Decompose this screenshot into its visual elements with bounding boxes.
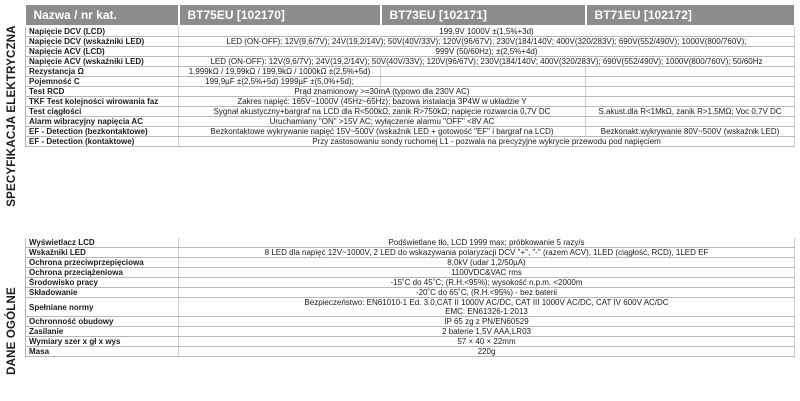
electrical-spec-table xyxy=(25,5,796,147)
general-label: Ochrona przeciążeniowa xyxy=(26,268,179,278)
general-label: Ochrona przeciwprzepięciowa xyxy=(26,258,179,268)
general-label: Wskaźniki LED xyxy=(26,248,179,258)
general-row xyxy=(26,327,795,337)
spec-row xyxy=(26,137,795,147)
header-model-bt71: BT71EU [102172] xyxy=(586,5,795,26)
spec-label: Napięcie ACV (wskaźniki LED) xyxy=(26,57,179,67)
spec-label: Alarm wibracyjny napięcia AC xyxy=(26,117,179,127)
general-row xyxy=(26,337,795,347)
header-model-bt75: BT75EU [102170] xyxy=(179,5,381,26)
spec-value-all: Przy zastosowaniu sondy ruchomej L1 - pozwala na precyzyjne wykrycie przewodu pod napięciem xyxy=(179,137,795,147)
general-label: Masa xyxy=(26,347,179,357)
general-value: Podświetlane tło, LCD 1999 max; próbkowanie 5 razy/s xyxy=(179,238,795,248)
spec-label: Test RCD xyxy=(26,87,179,97)
spec-value-bt75: 1,999kΩ / 19,99kΩ / 199,9kΩ / 1000kΩ ±(2,5%+5d) xyxy=(179,67,381,77)
general-value: IP 65 zg z PN/EN60529 xyxy=(179,317,795,327)
general-data-table xyxy=(25,238,795,357)
general-row xyxy=(26,258,795,268)
header-name-column: Nazwa / nr kat. xyxy=(26,5,179,26)
general-value: 1100VDC&VAC rms xyxy=(179,268,795,278)
spec-label: EF - Detection (bezkontaktowe) xyxy=(26,127,179,137)
spec-value-all: 999V (50/60Hz); ±(2,5%+4d) xyxy=(179,47,795,57)
spec-label: TKF Test kolejności wirowania faz xyxy=(26,97,179,107)
spec-row xyxy=(26,26,795,37)
spec-value-bt71: Bezkonakt.wykrywanie 80V~500V (wskaźnik LED) xyxy=(586,127,795,137)
spec-value-bt75-bt73: Zakres napięć: 165V~1000V (45Hz~65Hz); bazowa instalacja 3P4W w układzie Y xyxy=(179,97,586,107)
standards-line: EMC: EN61326-1:2013 xyxy=(445,307,528,316)
spec-row xyxy=(26,57,795,67)
standards-line: Bezpieczeństwo: EN61010-1 Ed. 3.0,CAT II 1000V AC/DC, CAT III 1000V AC/DC, CAT IV 600V AC/DC xyxy=(304,298,669,307)
spec-value-all: 199,9V 1000V ±(1,5%+3d) xyxy=(179,26,795,37)
general-value: -15˚C do 45˚C; (R.H.<95%); wysokość n.p.m. <2000m xyxy=(179,278,795,288)
spec-label: Test ciągłości xyxy=(26,107,179,117)
general-label: Wyświetlacz LCD xyxy=(26,238,179,248)
header-row xyxy=(26,5,795,26)
spec-label: Napięcie DCV (LCD) xyxy=(26,26,179,37)
spec-row xyxy=(26,37,795,47)
spec-value-bt75-bt73: Bezkontaktowe wykrywanie napięć 15V~500V (wskaźnik LED + gotowość "EF" i bargraf na LCD) xyxy=(179,127,586,137)
general-value-multiline xyxy=(179,298,795,317)
spec-row xyxy=(26,97,795,107)
spec-row xyxy=(26,127,795,137)
spec-label: Pojemność C xyxy=(26,77,179,87)
general-value: 2 baterie 1,5V AAA,LR03 xyxy=(179,327,795,337)
spec-value-all: LED (ON-OFF): 12V(9,6/7V); 24V(19,2/14V); 50V(40V/33V); 120V(96/67V); 230V(184/140V; 400V(320/283V); 690V(552/490V); 1000V(800/760V); xyxy=(179,37,795,47)
general-value: 8 LED dla napięć 12V~1000V, 2 LED do wskazywania polaryzacji DCV "+", "-" (razem ACV), 1LED (ciągłość, RCD), 1LED EF xyxy=(179,248,795,258)
general-row xyxy=(26,317,795,327)
general-row xyxy=(26,268,795,278)
general-label: Składowanie xyxy=(26,288,179,298)
general-value: 220g xyxy=(179,347,795,357)
spec-label: Rezystancja Ω xyxy=(26,67,179,77)
spec-row xyxy=(26,117,795,127)
spec-value-bt71: S.akust.dla R<1MkΩ, zanik R>1,5MΩ; Voc 0,7V DC xyxy=(586,107,795,117)
spec-value-bt75-bt73: Sygnał akustyczny+bargraf na LCD dla R<500kΩ, zanik R>750kΩ; napięcie rozwarcia 0,7V DC xyxy=(179,107,586,117)
side-label-electrical: SPECYFIKACJA ELEKTRYCZNA xyxy=(6,25,18,207)
spec-label: EF - Detection (kontaktowe) xyxy=(26,137,179,147)
spec-row xyxy=(26,87,795,97)
header-model-bt73: BT73EU [102171] xyxy=(381,5,586,26)
spec-value-all: LED (ON-OFF): 12V(9,6/7V); 24V(19,2/14V); 50V(40V/33V); 120V(96/67V); 230V(184/140V; 400V(320/283V); 690V(552/490V); 1000V(800/760V); 50/60Hz xyxy=(179,57,795,67)
spec-row xyxy=(26,107,795,117)
spec-value-bt75: 199,9µF ±(2,5%+5d) 1999µF ±(5,0%+5d); xyxy=(179,77,381,87)
general-row xyxy=(26,347,795,357)
general-label: Zasilanie xyxy=(26,327,179,337)
side-label-general: DANE OGÓLNE xyxy=(6,287,18,375)
spec-value-bt75-bt73: Prąd znamionowy >=30mA (typowo dla 230V AC) xyxy=(179,87,586,97)
general-label: Środowisko pracy xyxy=(26,278,179,288)
spec-label: Napięcie ACV (LCD) xyxy=(26,47,179,57)
spec-label: Napięcie DCV (wskaźniki LED) xyxy=(26,37,179,47)
general-row xyxy=(26,288,795,298)
general-value: -20˚C do 65˚C, (R.H.<95%) - bez baterii xyxy=(179,288,795,298)
spec-value-bt75-bt73: Uruchamiany "ON" >15V AC; wyłączenie alarmu "OFF" <8V AC xyxy=(179,117,586,127)
general-row xyxy=(26,278,795,288)
general-value: 57 × 40 × 22mm xyxy=(179,337,795,347)
general-row xyxy=(26,298,795,317)
general-label: Ochronność obudowy xyxy=(26,317,179,327)
spec-row xyxy=(26,67,795,77)
general-value: 8,0kV (udar 1,2/50µA) xyxy=(179,258,795,268)
spec-row xyxy=(26,77,795,87)
general-label: Wymiary szer x gł x wys xyxy=(26,337,179,347)
general-row xyxy=(26,238,795,248)
spec-row xyxy=(26,47,795,57)
general-row xyxy=(26,248,795,258)
general-label: Spełniane normy xyxy=(26,298,179,317)
